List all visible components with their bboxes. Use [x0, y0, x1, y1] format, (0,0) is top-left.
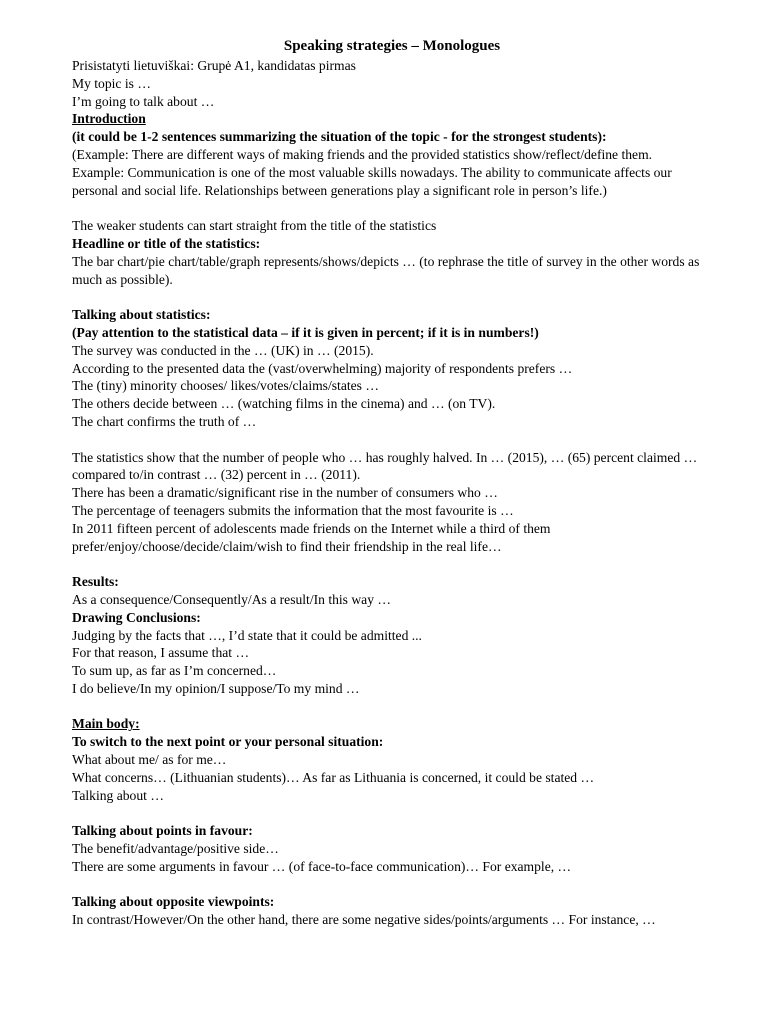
opposite-text: In contrast/However/On the other hand, there are some negative sides/points/arguments … For instance, … — [72, 912, 656, 928]
statistics-line-2: The statistics show that the number of people who … has roughly halved. In … (2015), … (65) percent claimed … compared to/in contrast … (32) percent in … (2011). — [72, 449, 698, 483]
intro-line-language: Prisistatyti lietuviškai: Grupė A1, kandidatas pirmas — [72, 58, 356, 73]
conclusions-line: For that reason, I assume that … — [72, 645, 250, 661]
spacer — [72, 804, 712, 822]
conclusions-line: To sum up, as far as I’m concerned… — [72, 663, 277, 679]
document-page — [72, 36, 712, 929]
statistics-line: The survey was conducted in the … (UK) in … (2015). — [72, 342, 374, 358]
results-text: As a consequence/Consequently/As a result/In this way … — [72, 591, 392, 607]
introduction-heading: Introduction — [72, 111, 146, 127]
headline-text: The bar chart/pie chart/table/graph represents/shows/depicts … (to rephrase the title of survey in the other words as much as possible). — [72, 253, 700, 287]
statistics-line-2: There has been a dramatic/significant rise in the number of consumers who … — [72, 485, 498, 501]
main-body-line: Talking about … — [72, 787, 164, 803]
spacer — [72, 288, 712, 306]
statistics-heading: Talking about statistics: — [72, 307, 211, 323]
main-body-heading: Main body: — [72, 716, 140, 732]
favour-line: The benefit/advantage/positive side… — [72, 841, 279, 857]
results-heading: Results: — [72, 574, 119, 590]
favour-line: There are some arguments in favour … (of face-to-face communication)… For example, … — [72, 858, 572, 874]
intro-line-topic: My topic is … — [72, 75, 151, 91]
main-body-line: What about me/ as for me… — [72, 752, 227, 768]
statistics-line: According to the presented data the (vast/overwhelming) majority of respondents prefers … — [72, 360, 573, 376]
statistics-line-2: The percentage of teenagers submits the information that the most favourite is … — [72, 502, 514, 518]
favour-heading: Talking about points in favour: — [72, 823, 253, 839]
introduction-subheading: (it could be 1-2 sentences summarizing the situation of the topic - for the strongest students): — [72, 129, 607, 145]
opposite-heading: Talking about opposite viewpoints: — [72, 894, 275, 910]
introduction-example-2: Example: Communication is one of the most valuable skills nowadays. The ability to communicate affects our personal and social life. Relationships between generations play a significant role in person’s life.) — [72, 164, 672, 198]
conclusions-line: Judging by the facts that …, I’d state that it could be admitted ... — [72, 627, 422, 643]
statistics-line-2: In 2011 fifteen percent of adolescents made friends on the Internet while a third of them prefer/enjoy/choose/decide/claim/wish to find their friendship in the real life… — [72, 520, 551, 554]
document-title: Speaking strategies – Monologues — [283, 38, 501, 54]
intro-line-talk: I’m going to talk about … — [72, 93, 215, 109]
spacer — [72, 431, 712, 449]
spacer — [72, 876, 712, 894]
statistics-subheading: (Pay attention to the statistical data – if it is given in percent; if it is in numbers!) — [72, 324, 539, 340]
spacer — [72, 555, 712, 573]
main-body-subheading: To switch to the next point or your personal situation: — [72, 734, 384, 750]
spacer — [72, 698, 712, 716]
statistics-line: The others decide between … (watching films in the cinema) and … (on TV). — [72, 396, 496, 412]
headline-heading: Headline or title of the statistics: — [72, 235, 261, 251]
main-body-line: What concerns… (Lithuanian students)… As far as Lithuania is concerned, it could be stated … — [72, 769, 595, 785]
spacer — [72, 199, 712, 217]
conclusions-heading: Drawing Conclusions: — [72, 609, 201, 625]
statistics-line: The (tiny) minority chooses/ likes/votes/claims/states … — [72, 378, 379, 394]
statistics-line: The chart confirms the truth of … — [72, 413, 257, 429]
conclusions-line: I do believe/In my opinion/I suppose/To my mind … — [72, 680, 360, 696]
introduction-example-1: (Example: There are different ways of making friends and the provided statistics show/reflect/define them. — [72, 146, 653, 162]
weaker-students-note: The weaker students can start straight from the title of the statistics — [72, 218, 437, 234]
